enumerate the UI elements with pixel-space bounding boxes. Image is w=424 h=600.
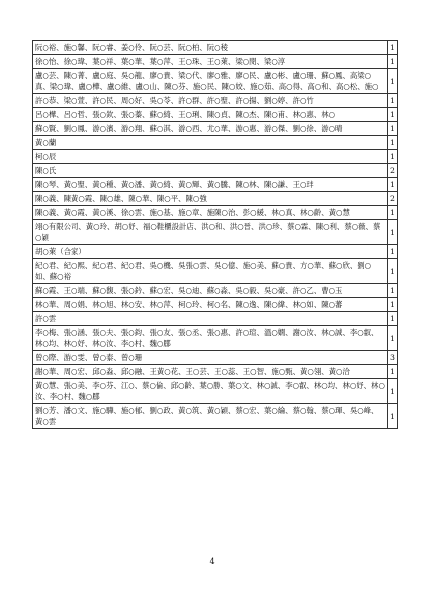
table-row: [33, 192, 398, 206]
count-cell: 1: [388, 404, 398, 429]
count-cell: 2: [388, 164, 398, 178]
table-row: [33, 351, 398, 365]
table-row: [33, 164, 398, 178]
donor-names-cell: 陳○義、黃○霞、黃○溪、徐○雲、施○基、施○章、施陳○治、彭○緩、林○真、林○齡、黃○慧: [33, 206, 388, 220]
count-cell: 2: [388, 192, 398, 206]
donor-names-cell: 胡○萊（合家）: [33, 245, 388, 259]
count-cell: 1: [388, 206, 398, 220]
count-cell: 1: [388, 94, 398, 108]
donor-names-cell: 柯○辰: [33, 150, 388, 164]
table-row: [33, 326, 398, 351]
donor-names-cell: 許○雲: [33, 312, 388, 326]
donor-names-cell: 翊○有限公司、黃○玲、胡○妤、福○鞋櫃設計店、洪○和、洪○晉、洪○珍、蔡○霖、陳○利、蔡○薇、蔡○穎: [33, 220, 388, 245]
table-row: [33, 365, 398, 379]
table-row: [33, 245, 398, 259]
donor-names-cell: 蘇○賢、劉○鳳、游○濱、游○翔、蘇○淇、游○西、尤○華、游○惠、游○傑、劉○徐、游○晴: [33, 122, 388, 136]
donor-names-cell: 呂○樺、呂○哲、張○欽、張○蓁、蘇○綺、王○琍、陳○貞、陳○杰、陳○甫、林○惠、林○: [33, 108, 388, 122]
count-cell: 1: [388, 108, 398, 122]
count-cell: 1: [388, 245, 398, 259]
donor-names-cell: 紀○君、紀○熙、紀○君、紀○君、吳○機、吳張○雲、吳○億、施○美、蘇○貴、方○華、蘇○欣、劉○如、蘇○裕: [33, 259, 388, 284]
count-cell: 1: [388, 136, 398, 150]
count-cell: 1: [388, 365, 398, 379]
table-row: [33, 41, 398, 55]
donor-names-cell: 許○恭、梁○萱、許○民、周○好、吳○苓、許○群、許○聖、許○揚、劉○婷、許○竹: [33, 94, 388, 108]
count-cell: 1: [388, 284, 398, 298]
count-cell: 1: [388, 379, 398, 404]
count-cell: 1: [388, 312, 398, 326]
count-cell: 1: [388, 259, 398, 284]
table-row: [33, 220, 398, 245]
table-row: [33, 259, 398, 284]
table-row: [33, 150, 398, 164]
donor-names-cell: 蘇○霞、王○端、蘇○馥、張○鈐、蘇○宏、吳○迪、蘇○淼、吳○毅、吳○豪、許○乙、曹○玉: [33, 284, 388, 298]
table-row: [33, 206, 398, 220]
count-cell: 1: [388, 220, 398, 245]
count-cell: 1: [388, 55, 398, 69]
donor-names-cell: 劉○芳、潘○文、施○驊、施○郁、劉○政、黃○筑、黃○穎、蔡○宏、葉○綸、蔡○翰、蔡○琿、吳○峰、黃○雲: [33, 404, 388, 429]
donor-names-cell: 曾○際、游○雯、曾○泰、曾○珊: [33, 351, 388, 365]
table-row: [33, 136, 398, 150]
table-row: [33, 122, 398, 136]
donor-names-cell: 李○梅、張○涵、張○夫、張○鈞、張○友、張○丞、張○惠、許○瑄、溫○嫺、謝○汝、林○誠、李○叡、林○均、林○妤、林○汝、李○村、魏○郿: [33, 326, 388, 351]
count-cell: 3: [388, 351, 398, 365]
donor-names-cell: 陳○氏: [33, 164, 388, 178]
count-cell: 1: [388, 122, 398, 136]
table-row: [33, 312, 398, 326]
donor-names-cell: 徐○怡、徐○瑋、葉○祥、葉○華、葉○萍、王○珠、王○萊、梁○閔、梁○淳: [33, 55, 388, 69]
donor-names-cell: 陳○琴、黃○聖、黃○種、黃○潘、黃○綺、黃○輝、黃○騰、陳○林、陳○謙、王○玤: [33, 178, 388, 192]
donor-names-cell: 黃○慧、張○美、李○芬、江○、蔡○倫、邱○齡、葉○勝、葉○文、林○誠、李○叡、林○均、林○妤、林○汝、李○村、魏○郿: [33, 379, 388, 404]
donor-names-cell: 阮○裕、施○馨、阮○睿、姜○伶、阮○芸、阮○柏、阮○稜: [33, 41, 388, 55]
table-row: [33, 55, 398, 69]
table-row: [33, 284, 398, 298]
count-cell: 1: [388, 69, 398, 94]
table-row: [33, 404, 398, 429]
table-row: [33, 298, 398, 312]
count-cell: 1: [388, 298, 398, 312]
table-row: [33, 94, 398, 108]
table-body: [33, 41, 398, 429]
count-cell: 1: [388, 41, 398, 55]
table-row: [33, 178, 398, 192]
count-cell: 1: [388, 178, 398, 192]
count-cell: 1: [388, 326, 398, 351]
donor-names-cell: 陳○義、陳黃○霞、陳○雄、陳○華、陳○平、陳○強: [33, 192, 388, 206]
donor-names-cell: 謝○華、周○宏、邱○淼、邱○融、王黃○花、王○芸、王○蕊、王○智、施○甄、黃○翎、黃○洽: [33, 365, 388, 379]
table-row: [33, 69, 398, 94]
donor-names-cell: 林○華、周○娟、林○旭、林○安、林○萍、柯○玲、柯○名、陳○逸、陳○緯、林○如、陳○蕃: [33, 298, 388, 312]
count-cell: 1: [388, 150, 398, 164]
table-row: [33, 108, 398, 122]
page-number: 4: [209, 557, 215, 566]
names-table: [32, 40, 398, 429]
donor-names-cell: 盧○芸、陳○菁、盧○庭、吳○龍、廖○貴、梁○代、廖○雅、廖○民、盧○彬、盧○珊、蘇○鳳、高梁○真、梁○瑋、盧○樺、盧○維、盧○山、陳○芬、施○民、陳○姣、施○茹、高○得、高○和、高○松、施○: [33, 69, 388, 94]
table-row: [33, 379, 398, 404]
donor-names-cell: 黃○蘭: [33, 136, 388, 150]
